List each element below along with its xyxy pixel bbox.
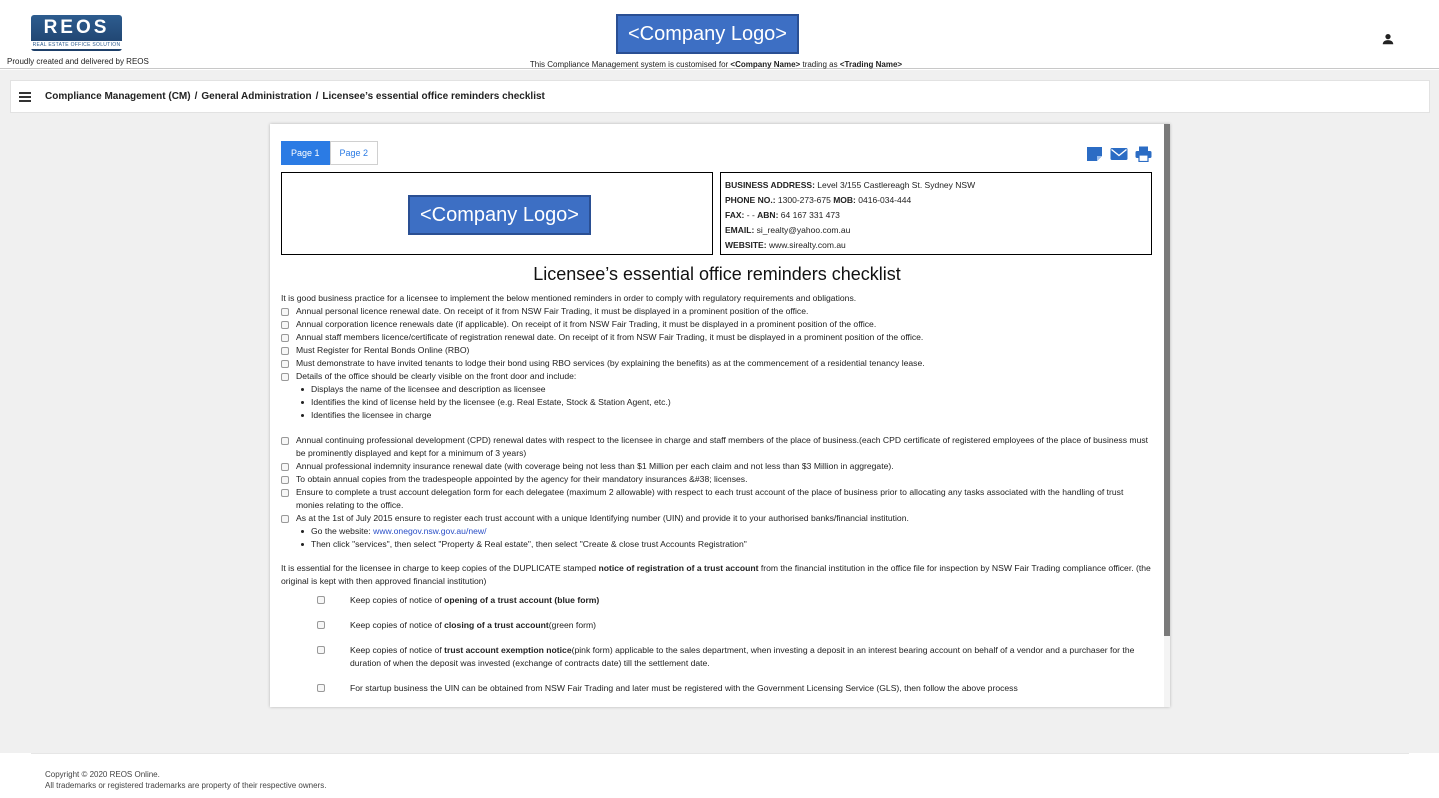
trademarks-text: All trademarks or registered trademarks are property of their respective owners.: [45, 781, 327, 790]
checkbox[interactable]: [281, 437, 289, 445]
checkbox[interactable]: [281, 321, 289, 329]
intro-text: It is good business practice for a licensee to implement the below mentioned reminders in order to comply with regulatory requirements and obligations.: [281, 293, 857, 303]
tab-page-1[interactable]: Page 1: [281, 141, 330, 165]
page-tabs: [281, 141, 378, 165]
checkbox[interactable]: [281, 360, 289, 368]
company-name: <Company Name>: [730, 60, 801, 69]
trading-as: trading as: [802, 60, 838, 69]
sub-checklist-item: Keep copies of notice of opening of a trust account (blue form): [281, 594, 1153, 607]
checkbox[interactable]: [281, 373, 289, 381]
checkbox[interactable]: [281, 476, 289, 484]
checkbox[interactable]: [317, 684, 325, 692]
breadcrumb-bar: [10, 80, 1430, 113]
breadcrumb: [45, 91, 545, 102]
checkbox[interactable]: [281, 308, 289, 316]
checklist-item: As at the 1st of July 2015 ensure to register each trust account with a unique Identifying number (UIN) and provide it to your authorised banks/financial institution.: [281, 512, 1153, 525]
checklist-item: Annual corporation licence renewals date (if applicable). On receipt of it from NSW Fair Trading, it must be displayed in a prominent position of the office.: [281, 318, 1153, 331]
scrollbar-thumb[interactable]: [1164, 124, 1170, 636]
checklist-item: Must Register for Rental Bonds Online (RBO): [281, 344, 1153, 357]
footer-divider: [31, 753, 1409, 754]
email-icon[interactable]: [1110, 146, 1128, 162]
checklist-item: To obtain annual copies from the tradespeople appointed by the agency for their mandatory insurances &#38; licenses.: [281, 473, 1153, 486]
credit-text: Proudly created and delivered by REOS: [7, 57, 149, 66]
copyright-text: Copyright © 2020 REOS Online.: [45, 770, 160, 779]
checkbox[interactable]: [317, 646, 325, 654]
checklist-item: Ensure to complete a trust account delegation form for each delegatee (maximum 2 allowable) with respect to each trust account of the place of business prior to allocating any tasks associated with the handling of trust monies relating to the office.: [281, 486, 1153, 512]
checklist-item: Annual personal licence renewal date. On receipt of it from NSW Fair Trading, it must be displayed in a prominent position of the office.: [281, 305, 1153, 318]
sub-checklist-item: Keep copies of notice of trust account exemption notice(pink form) applicable to the sales department, when investing a deposit in an interest bearing account on behalf of a vendor and a purchaser for the duration of when the deposit was invested (exchange of contracts date) till the settlement date.: [281, 644, 1153, 670]
top-bar: [0, 0, 1439, 69]
reos-logo: [31, 15, 122, 51]
bullet-item: Displays the name of the licensee and description as licensee: [281, 383, 1153, 396]
breadcrumb-item-current: Licensee’s essential office reminders checklist: [322, 91, 545, 102]
tab-page-2[interactable]: Page 2: [330, 141, 379, 165]
email: EMAIL: si_realty@yahoo.com.au: [725, 225, 851, 235]
checkbox[interactable]: [281, 463, 289, 471]
checkbox[interactable]: [281, 489, 289, 497]
print-icon[interactable]: [1135, 146, 1152, 162]
document-title: Licensee’s essential office reminders checklist: [533, 264, 901, 284]
website: WEBSITE: www.sirealty.com.au: [725, 240, 846, 250]
checklist-item: Details of the office should be clearly visible on the front door and include:: [281, 370, 1153, 383]
reos-logo-subtext: REAL ESTATE OFFICE SOLUTION: [32, 42, 121, 48]
phone-numbers: PHONE NO.: 1300-273-675 MOB: 0416-034-444: [725, 195, 912, 205]
customised-prefix: This Compliance Management system is customised for: [529, 60, 729, 69]
checklist-item: Annual staff members licence/certificate of registration renewal date. On receipt of it from NSW Fair Trading, it must be displayed in a prominent position of the office.: [281, 331, 1153, 344]
bullet-item: Identifies the licensee in charge: [281, 409, 1153, 422]
menu-icon[interactable]: [19, 92, 31, 102]
breadcrumb-separator: /: [315, 91, 319, 102]
onegov-link[interactable]: www.onegov.nsw.gov.au/new/: [373, 526, 487, 536]
sticky-note-icon[interactable]: [1086, 146, 1103, 162]
footer: [45, 769, 326, 791]
breadcrumb-separator: /: [194, 91, 198, 102]
bullet-item-website: Go the website: www.onegov.nsw.gov.au/new/: [281, 525, 1153, 538]
checkbox[interactable]: [317, 621, 325, 629]
breadcrumb-item-cm[interactable]: Compliance Management (CM): [45, 91, 191, 102]
checklist-item: Annual professional indemnity insurance renewal date (with coverage being not less than $1 Million per each claim and not less than $3 Million in aggregate).: [281, 460, 1153, 473]
contact-box: [720, 172, 1152, 255]
checkbox[interactable]: [281, 515, 289, 523]
bullet-item: Then click "services", then select "Property & Real estate", then select "Create & close trust Accounts Registration": [281, 538, 1153, 551]
checkbox[interactable]: [281, 347, 289, 355]
document-panel: [270, 124, 1170, 707]
checkbox[interactable]: [317, 596, 325, 604]
company-logo-header: <Company Logo>: [616, 14, 799, 54]
document-tools: [1086, 146, 1152, 162]
bullet-item: Identifies the kind of license held by the licensee (e.g. Real Estate, Stock & Station Agent, etc.): [281, 396, 1153, 409]
sub-checklist-item: Keep copies of notice of closing of a trust account(green form): [281, 619, 1153, 632]
checklist-body: [281, 292, 1153, 707]
scrollbar[interactable]: [1164, 124, 1170, 707]
breadcrumb-item-general-administration[interactable]: General Administration: [201, 91, 312, 102]
company-logo-document: <Company Logo>: [408, 195, 591, 235]
customised-note: [0, 60, 1432, 69]
checklist-item: Must demonstrate to have invited tenants to lodge their bond using RBO services (by explaining the benefits) as at the commencement of a residential tenancy lease.: [281, 357, 1153, 370]
sub-checklist-item: For startup business the UIN can be obtained from NSW Fair Trading and later must be registered with the Government Licensing Service (GLS), then follow the above process: [281, 682, 1153, 695]
duplicate-notice-paragraph: It is essential for the licensee in charge to keep copies of the DUPLICATE stamped notice of registration of a trust account from the financial institution in the office file for inspection by NSW Fair Trading compliance officer. (the original is kept with then approved financial institution): [281, 563, 1151, 586]
checkbox[interactable]: [281, 334, 289, 342]
user-icon[interactable]: [1381, 32, 1395, 46]
logo-box: [281, 172, 713, 255]
reos-logo-word: REOS: [43, 17, 110, 38]
fax-abn: FAX: - - ABN: 64 167 331 473: [725, 210, 840, 220]
trading-name: <Trading Name>: [839, 60, 903, 69]
checklist-item: Annual continuing professional development (CPD) renewal dates with respect to the licensee in charge and staff members of the place of business.(each CPD certificate of registered employees of the place of business must be prominently displayed and kept for a minimum of 3 years): [281, 434, 1153, 460]
business-address: BUSINESS ADDRESS: Level 3/155 Castlereagh St. Sydney NSW: [725, 180, 976, 190]
